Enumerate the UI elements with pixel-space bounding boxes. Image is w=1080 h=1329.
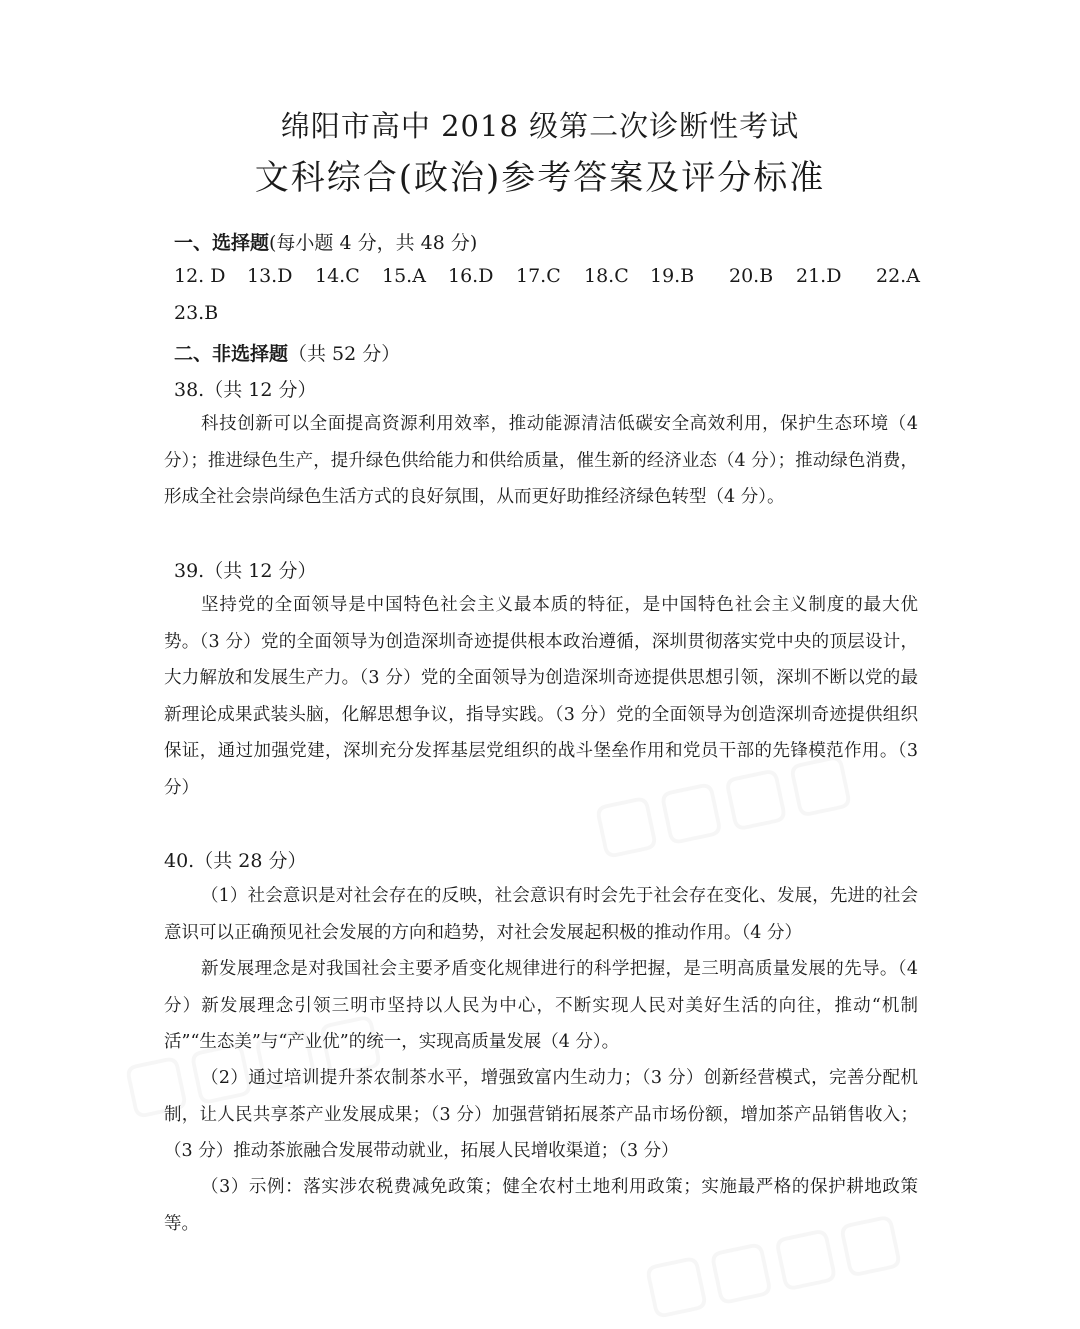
mc-answer: 15.A	[382, 265, 426, 287]
question-39-heading: 39.（共 12 分）	[174, 560, 317, 582]
question-40-part-1-continued: 新发展理念是对我国社会主要矛盾变化规律进行的科学把握，是三明高质量发展的先导。（4 分）新发展理念引领三明市坚持以人民为中心，不断实现人民对美好生活的向往，推动“机制活”“生态美”与“产业优”的统一，实现高质量发展（4 分）。	[164, 959, 918, 1052]
section-1-note: (每小题 4 分，共 48 分)	[269, 232, 478, 254]
question-40-part-2: （2）通过培训提升茶农制茶水平，增强致富内生动力；（3 分）创新经营模式，完善分配机制，让人民共享茶产业发展成果；（3 分）加强营销拓展茶产品市场份额，增加茶产品销售收入；（3 分）推动茶旅融合发展带动就业，拓展人民增收渠道；（3 分）	[164, 1068, 918, 1161]
mc-answer: 19.B	[650, 265, 695, 287]
mc-answer: 21.D	[796, 265, 842, 287]
section-1-heading	[174, 228, 477, 255]
section-1-title: 一、选择题	[174, 232, 270, 254]
question-38-heading: 38.（共 12 分）	[174, 379, 317, 401]
exam-subtitle: 文科综合(政治)参考答案及评分标准	[254, 158, 826, 198]
mc-answer: 17.C	[516, 265, 561, 287]
mc-answer: 16.D	[448, 265, 494, 287]
mc-answer: 14.C	[315, 265, 360, 287]
section-2-heading	[174, 339, 400, 366]
exam-title: 绵阳市高中 2018 级第二次诊断性考试	[280, 109, 800, 143]
mc-answer: 12. D	[174, 265, 226, 287]
mc-answer: 18.C	[584, 265, 629, 287]
mc-answer: 13.D	[247, 265, 293, 287]
question-40-part-3: （3）示例：落实涉农税费减免政策；健全农村土地利用政策；实施最严格的保护耕地政策等。	[164, 1177, 918, 1234]
question-39-answer: 坚持党的全面领导是中国特色社会主义最本质的特征，是中国特色社会主义制度的最大优势。（3 分）党的全面领导为创造深圳奇迹提供根本政治遵循，深圳贯彻落实党中央的顶层设计，大力解放和发展生产力。（3 分）党的全面领导为创造深圳奇迹提供思想引领，深圳不断以党的最新理论成果武装头脑，化解思想争议，指导实践。（3 分）党的全面领导为创造深圳奇迹提供组织保证，通过加强党建，深圳充分发挥基层党组织的战斗堡垒作用和党员干部的先锋模范作用。（3 分）	[164, 595, 918, 798]
question-38-answer: 科技创新可以全面提高资源利用效率，推动能源清洁低碳安全高效利用，保护生态环境（4 分）；推进绿色生产，提升绿色供给能力和供给质量，催生新的经济业态（4 分）；推动绿色消费，形成全社会崇尚绿色生活方式的良好氛围，从而更好助推经济绿色转型（4 分）。	[164, 414, 918, 507]
mc-answer: 22.A	[876, 265, 920, 287]
question-40-part-1: （1）社会意识是对社会存在的反映，社会意识有时会先于社会存在变化、发展，先进的社会意识可以正确预见社会发展的方向和趋势，对社会发展起积极的推动作用。（4 分）	[164, 886, 918, 943]
section-2-title: 二、非选择题	[174, 343, 289, 365]
mc-answer: 20.B	[729, 265, 774, 287]
section-2-note: （共 52 分）	[288, 343, 401, 365]
question-40-heading: 40.（共 28 分）	[164, 850, 307, 872]
mc-answer: 23.B	[174, 302, 219, 324]
